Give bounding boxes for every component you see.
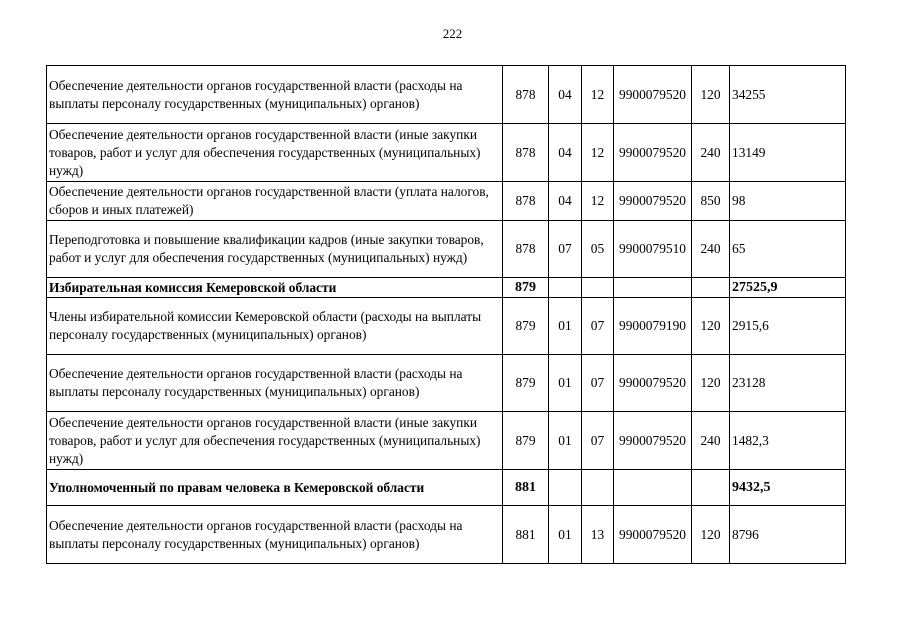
target-article-code: 9900079520 xyxy=(614,182,692,221)
row-description: Обеспечение деятельности органов государственной власти (расходы на выплаты персоналу государственных (муниципальных) органов) xyxy=(47,506,503,564)
section-code: 01 xyxy=(549,355,582,412)
table-row xyxy=(47,298,846,355)
target-article-code: 9900079520 xyxy=(614,412,692,470)
section-code xyxy=(549,470,582,506)
subsection-code: 12 xyxy=(582,124,614,182)
expense-type-code: 850 xyxy=(692,182,730,221)
department-code: 878 xyxy=(503,182,549,221)
department-code: 878 xyxy=(503,221,549,278)
amount: 2915,6 xyxy=(730,298,846,355)
section-code: 07 xyxy=(549,221,582,278)
department-code: 878 xyxy=(503,124,549,182)
expense-type-code: 240 xyxy=(692,124,730,182)
department-code: 881 xyxy=(503,470,549,506)
subsection-code: 05 xyxy=(582,221,614,278)
amount: 98 xyxy=(730,182,846,221)
amount: 8796 xyxy=(730,506,846,564)
amount-total: 9432,5 xyxy=(730,470,846,506)
expense-type-code: 120 xyxy=(692,355,730,412)
section-code: 01 xyxy=(549,412,582,470)
subsection-code: 07 xyxy=(582,298,614,355)
budget-table xyxy=(46,65,846,564)
department-code: 878 xyxy=(503,66,549,124)
table-row xyxy=(47,221,846,278)
department-name: Уполномоченный по правам человека в Кемеровской области xyxy=(47,470,503,506)
section-code xyxy=(549,278,582,298)
target-article-code: 9900079510 xyxy=(614,221,692,278)
subsection-code: 12 xyxy=(582,182,614,221)
amount-total: 27525,9 xyxy=(730,278,846,298)
target-article-code: 9900079520 xyxy=(614,66,692,124)
target-article-code: 9900079520 xyxy=(614,355,692,412)
row-description: Обеспечение деятельности органов государственной власти (расходы на выплаты персоналу государственных (муниципальных) органов) xyxy=(47,355,503,412)
expense-type-code xyxy=(692,470,730,506)
expense-type-code: 120 xyxy=(692,298,730,355)
table-row-department-total xyxy=(47,278,846,298)
subsection-code: 13 xyxy=(582,506,614,564)
department-code: 879 xyxy=(503,298,549,355)
expense-type-code: 240 xyxy=(692,412,730,470)
table-row xyxy=(47,182,846,221)
row-description: Переподготовка и повышение квалификации кадров (иные закупки товаров, работ и услуг для обеспечения государственных (муниципальных) нужд) xyxy=(47,221,503,278)
target-article-code: 9900079520 xyxy=(614,506,692,564)
amount: 34255 xyxy=(730,66,846,124)
subsection-code: 07 xyxy=(582,355,614,412)
row-description: Обеспечение деятельности органов государственной власти (расходы на выплаты персоналу государственных (муниципальных) органов) xyxy=(47,66,503,124)
amount: 23128 xyxy=(730,355,846,412)
target-article-code: 9900079520 xyxy=(614,124,692,182)
table-row xyxy=(47,506,846,564)
department-name: Избирательная комиссия Кемеровской области xyxy=(47,278,503,298)
section-code: 01 xyxy=(549,506,582,564)
department-code: 879 xyxy=(503,355,549,412)
target-article-code xyxy=(614,278,692,298)
row-description: Обеспечение деятельности органов государственной власти (уплата налогов, сборов и иных платежей) xyxy=(47,182,503,221)
page-number: 222 xyxy=(442,26,463,41)
section-code: 04 xyxy=(549,182,582,221)
department-code: 879 xyxy=(503,278,549,298)
amount: 1482,3 xyxy=(730,412,846,470)
section-code: 04 xyxy=(549,124,582,182)
section-code: 04 xyxy=(549,66,582,124)
subsection-code xyxy=(582,470,614,506)
target-article-code xyxy=(614,470,692,506)
department-code: 879 xyxy=(503,412,549,470)
department-code: 881 xyxy=(503,506,549,564)
section-code: 01 xyxy=(549,298,582,355)
row-description: Члены избирательной комиссии Кемеровской области (расходы на выплаты персоналу государственных (муниципальных) органов) xyxy=(47,298,503,355)
table-row xyxy=(47,412,846,470)
amount: 13149 xyxy=(730,124,846,182)
amount: 65 xyxy=(730,221,846,278)
subsection-code xyxy=(582,278,614,298)
expense-type-code: 240 xyxy=(692,221,730,278)
expense-type-code: 120 xyxy=(692,66,730,124)
subsection-code: 12 xyxy=(582,66,614,124)
row-description: Обеспечение деятельности органов государственной власти (иные закупки товаров, работ и услуг для обеспечения государственных (муниципальных) нужд) xyxy=(47,124,503,182)
table-row xyxy=(47,355,846,412)
table-row xyxy=(47,66,846,124)
subsection-code: 07 xyxy=(582,412,614,470)
expense-type-code: 120 xyxy=(692,506,730,564)
table-row-department-total xyxy=(47,470,846,506)
expense-type-code xyxy=(692,278,730,298)
row-description: Обеспечение деятельности органов государственной власти (иные закупки товаров, работ и услуг для обеспечения государственных (муниципальных) нужд) xyxy=(47,412,503,470)
table-row xyxy=(47,124,846,182)
target-article-code: 9900079190 xyxy=(614,298,692,355)
